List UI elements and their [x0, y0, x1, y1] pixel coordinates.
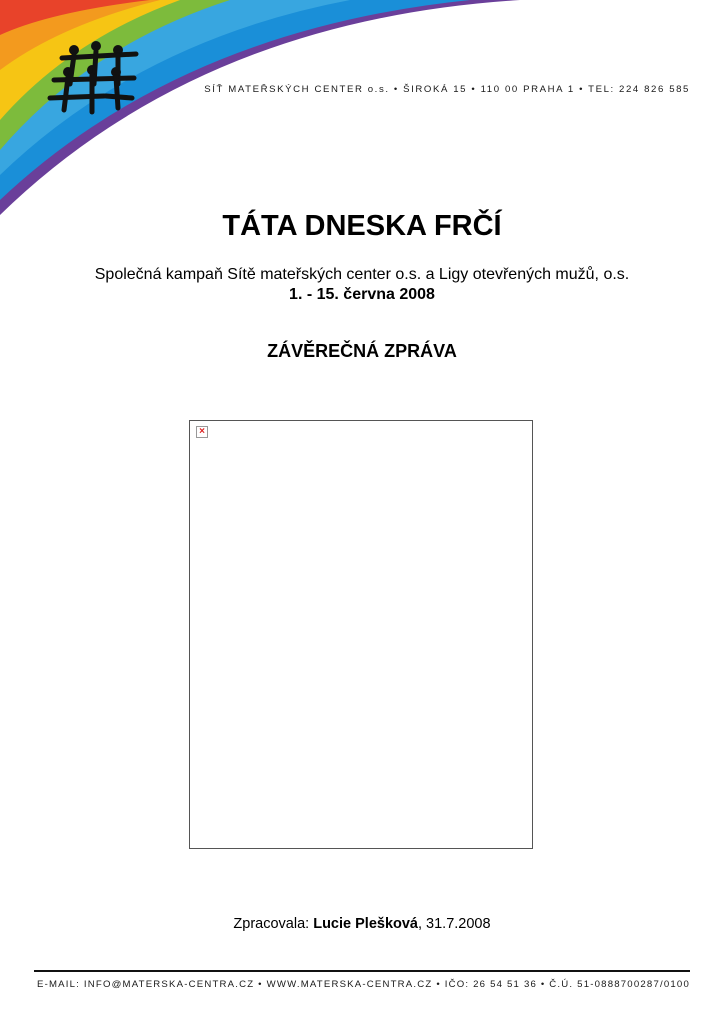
- footer-contact-line: E-MAIL: INFO@MATERSKA-CENTRA.CZ • WWW.MATERSKA-CENTRA.CZ • IČO: 26 54 51 36 • Č.Ú. 51-0888700287/0100: [36, 979, 690, 990]
- author-name: Lucie Plešková: [313, 916, 418, 932]
- author-label: Zpracovala:: [233, 916, 314, 932]
- document-subtitle: Společná kampaň Sítě mateřských center o.s. a Ligy otevřených mužů, o.s.: [94, 266, 630, 283]
- header-contact-line: SÍŤ MATEŘSKÝCH CENTER o.s. • ŠIROKÁ 15 • 110 00 PRAHA 1 • TEL: 224 826 585: [204, 84, 690, 95]
- report-heading: ZÁVĚREČNÁ ZPRÁVA: [267, 341, 457, 361]
- people-group-logo-icon: [44, 40, 140, 116]
- campaign-date-range: 1. - 15. června 2008: [289, 286, 435, 303]
- footer-divider: [34, 970, 690, 972]
- broken-image-icon: ×: [196, 426, 208, 438]
- author-date: , 31.7.2008: [418, 916, 491, 932]
- image-placeholder: [189, 420, 533, 849]
- document-title: TÁTA DNESKA FRČÍ: [222, 210, 502, 242]
- author-line: [0, 916, 724, 932]
